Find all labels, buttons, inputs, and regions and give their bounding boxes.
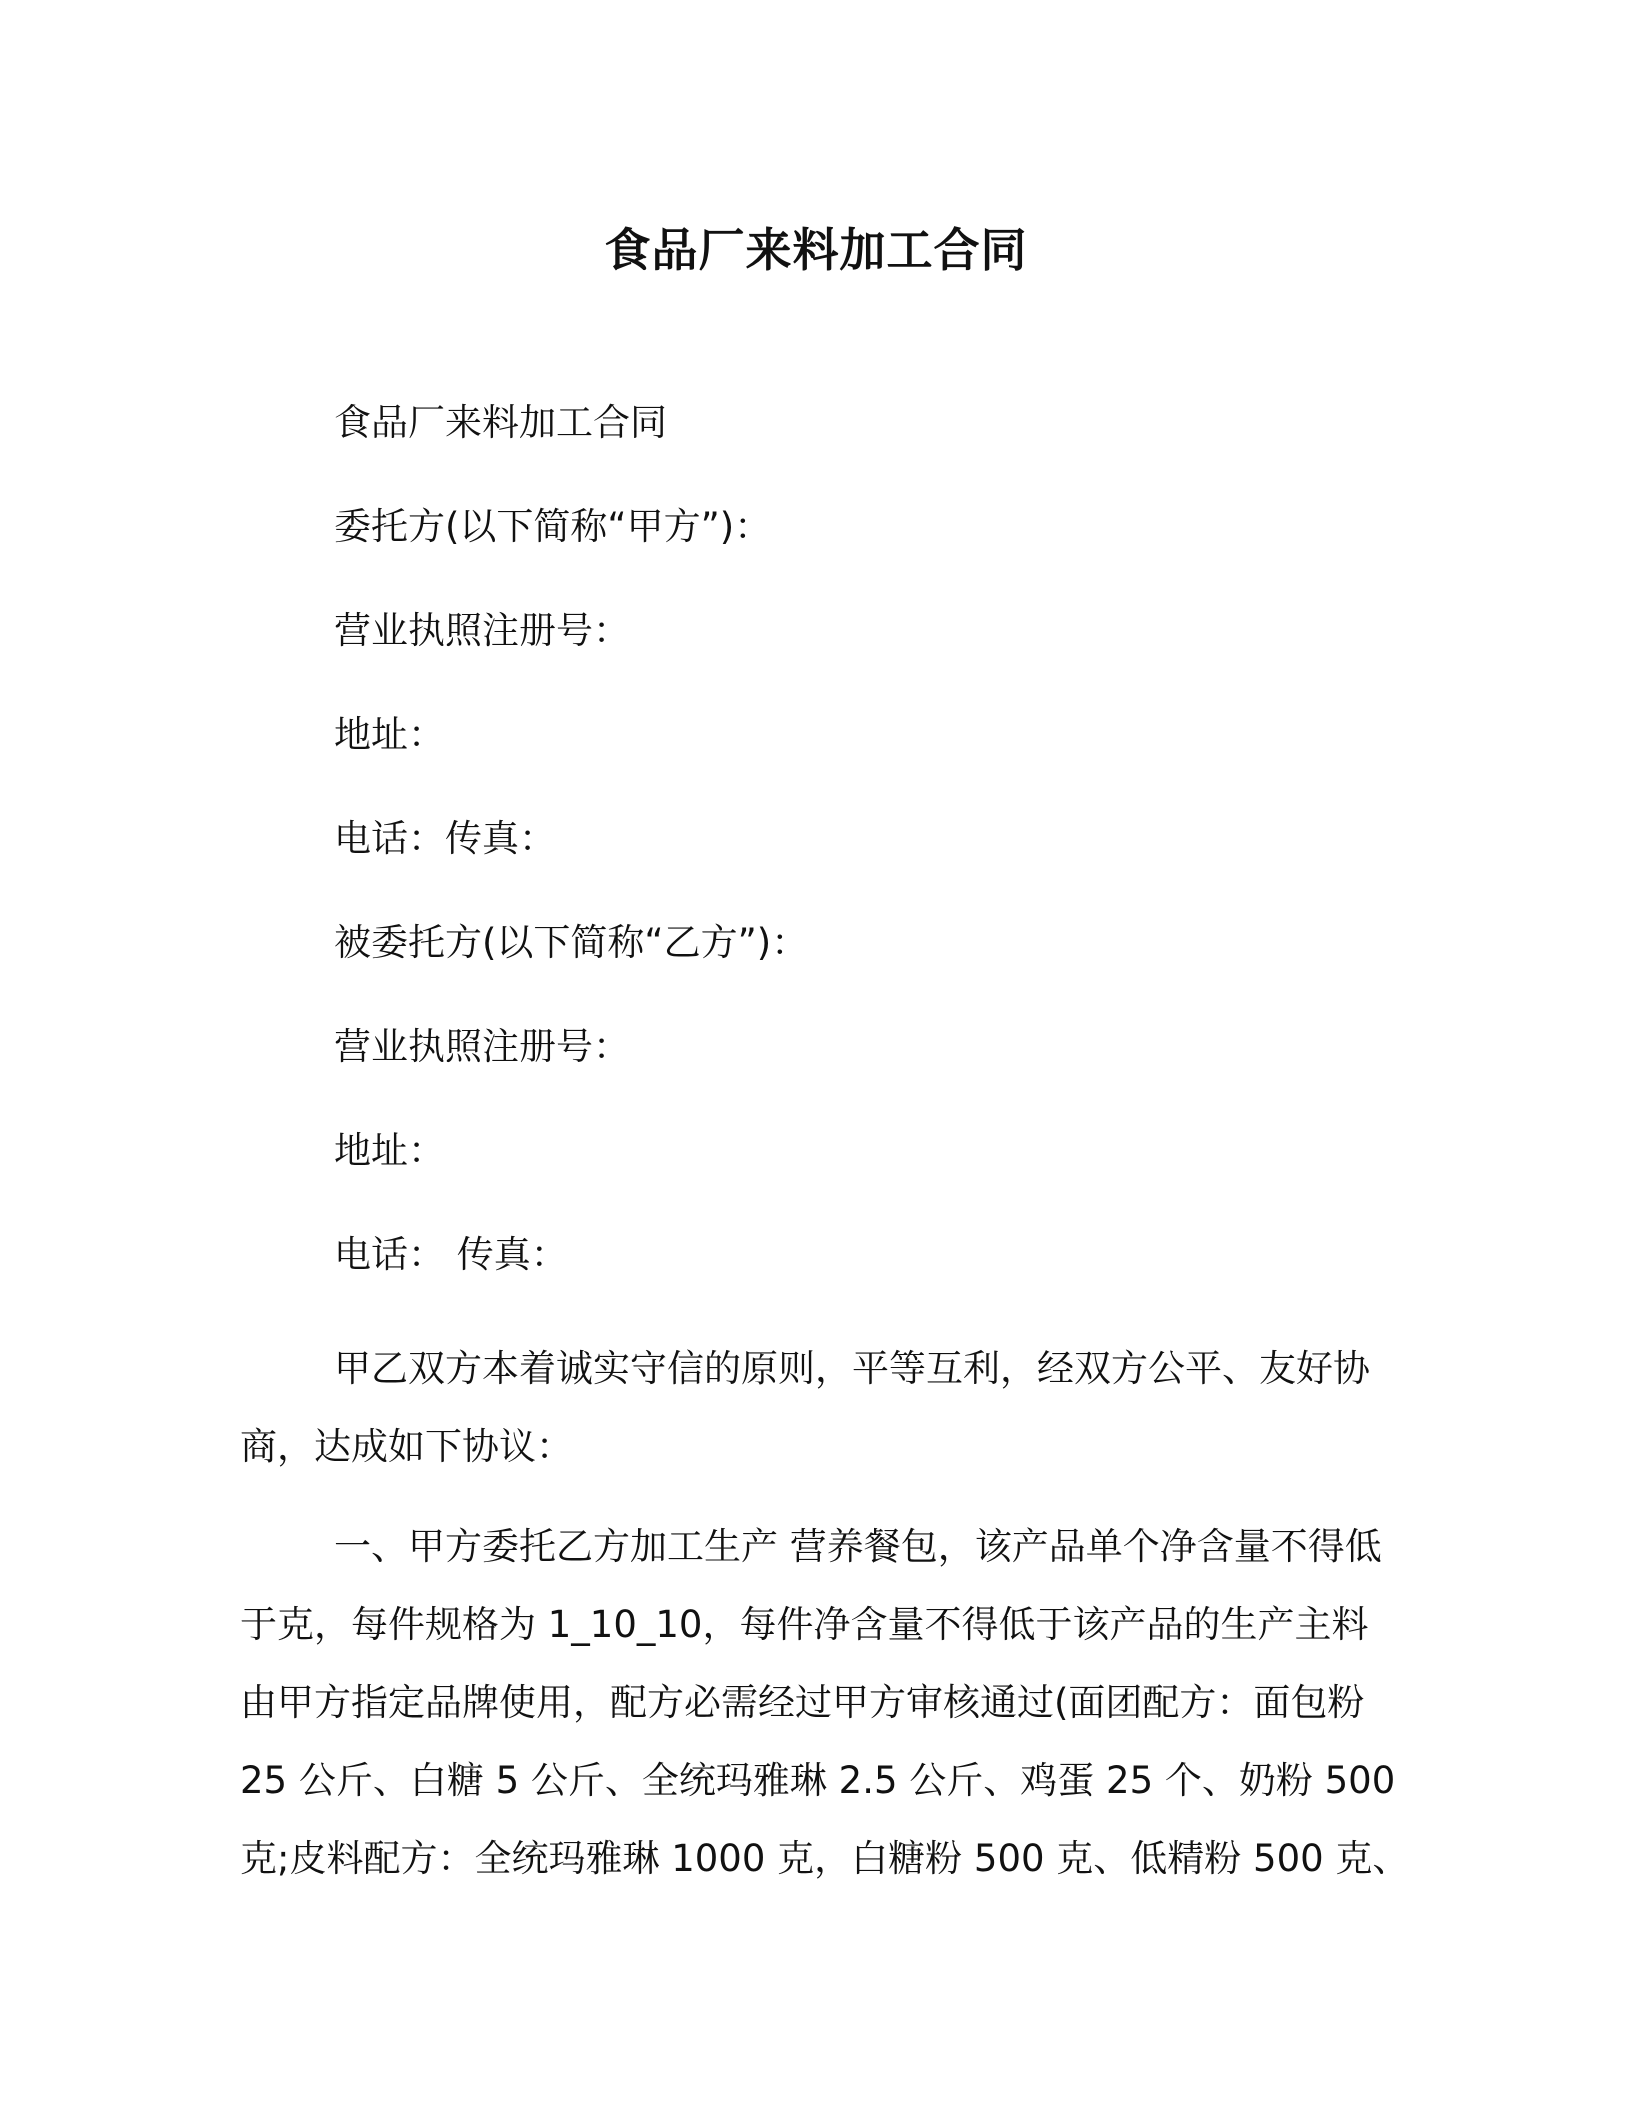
clause-1-line: 于克，每件规格为 1_10_10，每件净含量不得低于该产品的生产主料	[240, 1603, 1369, 1646]
party-a-label: 委托方(以下简称“甲方”)：	[334, 505, 772, 548]
preamble-line: 甲乙双方本着诚实守信的原则，平等互利，经双方公平、友好协	[334, 1347, 1370, 1390]
preamble-line: 商，达成如下协议：	[240, 1425, 573, 1468]
clause-1-line: 25 公斤、白糖 5 公斤、全统玛雅琳 2.5 公斤、鸡蛋 25 个、奶粉 500	[240, 1759, 1396, 1802]
party-a-contact: 电话：传真：	[334, 817, 556, 860]
party-b-label: 被委托方(以下简称“乙方”)：	[334, 921, 809, 964]
document-title: 食品厂来料加工合同	[604, 223, 1028, 277]
clause-1-paragraph	[240, 1508, 1410, 1898]
party-a-license: 营业执照注册号：	[334, 609, 630, 652]
clause-1-line: 由甲方指定品牌使用，配方必需经过甲方审核通过(面团配方：面包粉	[240, 1681, 1365, 1724]
preamble-paragraph	[240, 1330, 1395, 1486]
party-b-license: 营业执照注册号：	[334, 1025, 630, 1068]
document-subtitle: 食品厂来料加工合同	[334, 401, 667, 444]
party-a-address: 地址：	[334, 713, 445, 756]
clause-1-line: 一、甲方委托乙方加工生产 营养餐包，该产品单个净含量不得低	[334, 1525, 1382, 1568]
clause-1-line: 克;皮料配方：全统玛雅琳 1000 克，白糖粉 500 克、低精粉 500 克、	[240, 1837, 1410, 1880]
party-b-contact: 电话： 传真：	[334, 1233, 568, 1276]
party-b-address: 地址：	[334, 1129, 445, 1172]
